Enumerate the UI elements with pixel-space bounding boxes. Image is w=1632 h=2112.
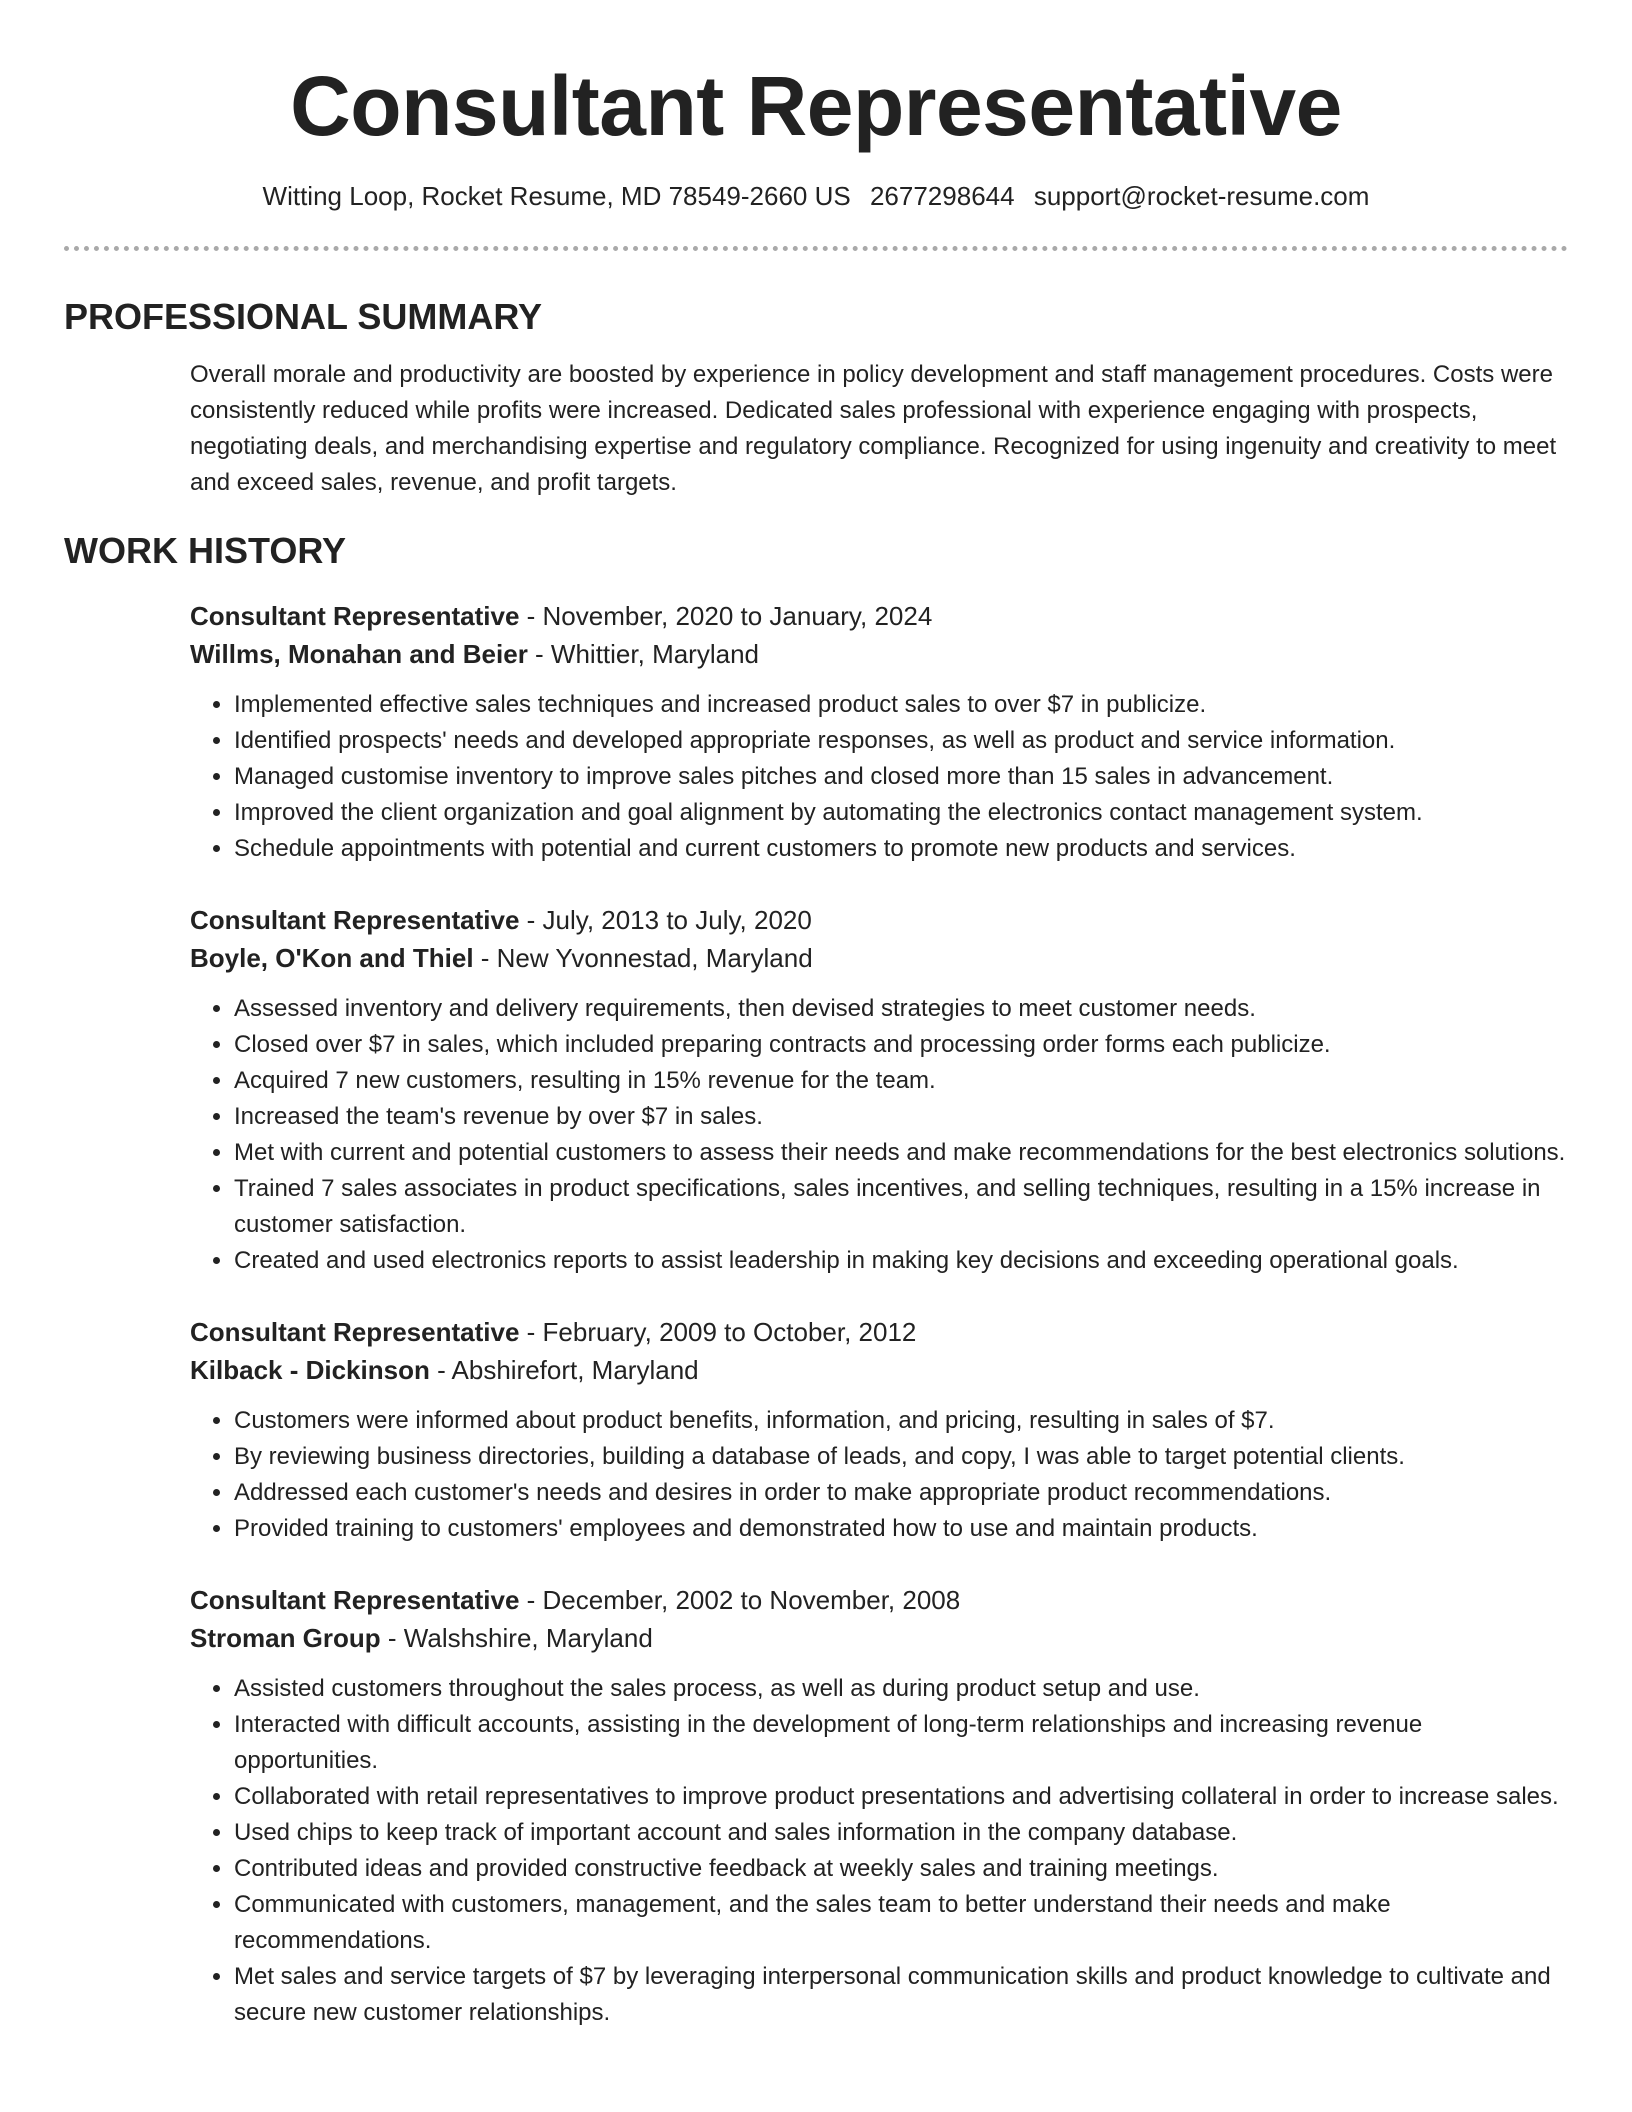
job-company-line xyxy=(190,1619,1568,1657)
bullet-item: • Identified prospects' needs and developed appropriate responses, as well as product and service information. xyxy=(234,723,1568,759)
contact-line xyxy=(64,178,1568,214)
job-bullets xyxy=(190,1671,1568,2031)
summary-heading: PROFESSIONAL SUMMARY xyxy=(64,296,543,337)
job-bullets xyxy=(190,991,1568,1279)
job-bullets xyxy=(190,687,1568,867)
work-history-heading: WORK HISTORY xyxy=(64,530,347,571)
header-divider xyxy=(64,246,1568,251)
bullet-item: • Trained 7 sales associates in product specifications, sales incentives, and selling techniques, resulting in a 15% increase in customer satisfaction. xyxy=(234,1171,1568,1243)
job-list xyxy=(190,597,1568,2031)
bullet-item: • Met with current and potential customers to assess their needs and make recommendations for the best electronics solutions. xyxy=(234,1135,1568,1171)
bullet-item: • Created and used electronics reports to assist leadership in making key decisions and exceeding operational goals. xyxy=(234,1243,1568,1279)
job-role: Consultant Representative xyxy=(190,1317,520,1347)
bullet-item: • Collaborated with retail representatives to improve product presentations and advertising collateral in order to increase sales. xyxy=(234,1779,1568,1815)
candidate-name: Consultant Representative xyxy=(290,59,1342,153)
contact-phone: 2677298644 xyxy=(869,181,1015,211)
bullet-item: • Met sales and service targets of $7 by leveraging interpersonal communication skills and product knowledge to cultivate and secure new customer relationships. xyxy=(234,1959,1568,2031)
bullet-item: • Increased the team's revenue by over $7 in sales. xyxy=(234,1099,1568,1135)
job-dates: - November, 2020 to January, 2024 xyxy=(519,601,933,631)
job-company: Kilback - Dickinson xyxy=(190,1355,430,1385)
contact-address: Witting Loop, Rocket Resume, MD 78549-2660 US xyxy=(262,181,851,211)
job-entry xyxy=(190,901,1568,1279)
bullet-item: • Improved the client organization and goal alignment by automating the electronics contact management system. xyxy=(234,795,1568,831)
bullet-item: • By reviewing business directories, building a database of leads, and copy, I was able to target potential clients. xyxy=(234,1439,1568,1475)
job-title-line xyxy=(190,1581,1568,1619)
job-location: - Whittier, Maryland xyxy=(527,639,759,669)
bullet-item: • Implemented effective sales techniques and increased product sales to over $7 in publicize. xyxy=(234,687,1568,723)
bullet-item: • Provided training to customers' employees and demonstrated how to use and maintain products. xyxy=(234,1511,1568,1547)
job-dates: - February, 2009 to October, 2012 xyxy=(519,1317,917,1347)
bullet-item: • Addressed each customer's needs and desires in order to make appropriate product recommendations. xyxy=(234,1475,1568,1511)
bullet-item: • Assisted customers throughout the sales process, as well as during product setup and use. xyxy=(234,1671,1568,1707)
job-role: Consultant Representative xyxy=(190,601,520,631)
job-entry xyxy=(190,597,1568,867)
bullet-item: • Contributed ideas and provided constructive feedback at weekly sales and training meetings. xyxy=(234,1851,1568,1887)
job-title-line xyxy=(190,901,1568,939)
job-dates: - July, 2013 to July, 2020 xyxy=(519,905,812,935)
bullet-item: • Schedule appointments with potential and current customers to promote new products and services. xyxy=(234,831,1568,867)
job-dates: - December, 2002 to November, 2008 xyxy=(519,1585,961,1615)
summary-text: Overall morale and productivity are boosted by experience in policy development and staff management procedures. Costs were consistently reduced while profits were increased. Dedicated sales professional with experience engaging with prospects, negotiating deals, and merchandising expertise and regulatory compliance. Recognized for using ingenuity and creativity to meet and exceed sales, revenue, and profit targets. xyxy=(190,361,1557,496)
bullet-item: • Communicated with customers, management, and the sales team to better understand their needs and make recommendations. xyxy=(234,1887,1568,1959)
job-company: Stroman Group xyxy=(190,1623,381,1653)
bullet-item: • Acquired 7 new customers, resulting in 15% revenue for the team. xyxy=(234,1063,1568,1099)
job-role: Consultant Representative xyxy=(190,1585,520,1615)
job-bullets xyxy=(190,1403,1568,1547)
bullet-item: • Managed customise inventory to improve sales pitches and closed more than 15 sales in advancement. xyxy=(234,759,1568,795)
bullet-item: • Interacted with difficult accounts, assisting in the development of long-term relationships and increasing revenue opportunities. xyxy=(234,1707,1568,1779)
job-location: - Walshshire, Maryland xyxy=(380,1623,653,1653)
job-company-line xyxy=(190,1351,1568,1389)
job-company-line xyxy=(190,939,1568,977)
job-title-line xyxy=(190,597,1568,635)
job-company: Boyle, O'Kon and Thiel xyxy=(190,943,474,973)
job-location: - Abshirefort, Maryland xyxy=(429,1355,699,1385)
bullet-item: • Used chips to keep track of important account and sales information in the company database. xyxy=(234,1815,1568,1851)
job-entry xyxy=(190,1581,1568,2031)
job-company-line xyxy=(190,635,1568,673)
contact-email: support@rocket-resume.com xyxy=(1033,181,1370,211)
job-location: - New Yvonnestad, Maryland xyxy=(473,943,813,973)
bullet-item: • Customers were informed about product benefits, information, and pricing, resulting in sales of $7. xyxy=(234,1403,1568,1439)
job-title-line xyxy=(190,1313,1568,1351)
job-entry xyxy=(190,1313,1568,1547)
job-role: Consultant Representative xyxy=(190,905,520,935)
job-company: Willms, Monahan and Beier xyxy=(190,639,528,669)
bullet-item: • Assessed inventory and delivery requirements, then devised strategies to meet customer needs. xyxy=(234,991,1568,1027)
bullet-item: • Closed over $7 in sales, which included preparing contracts and processing order forms each publicize. xyxy=(234,1027,1568,1063)
